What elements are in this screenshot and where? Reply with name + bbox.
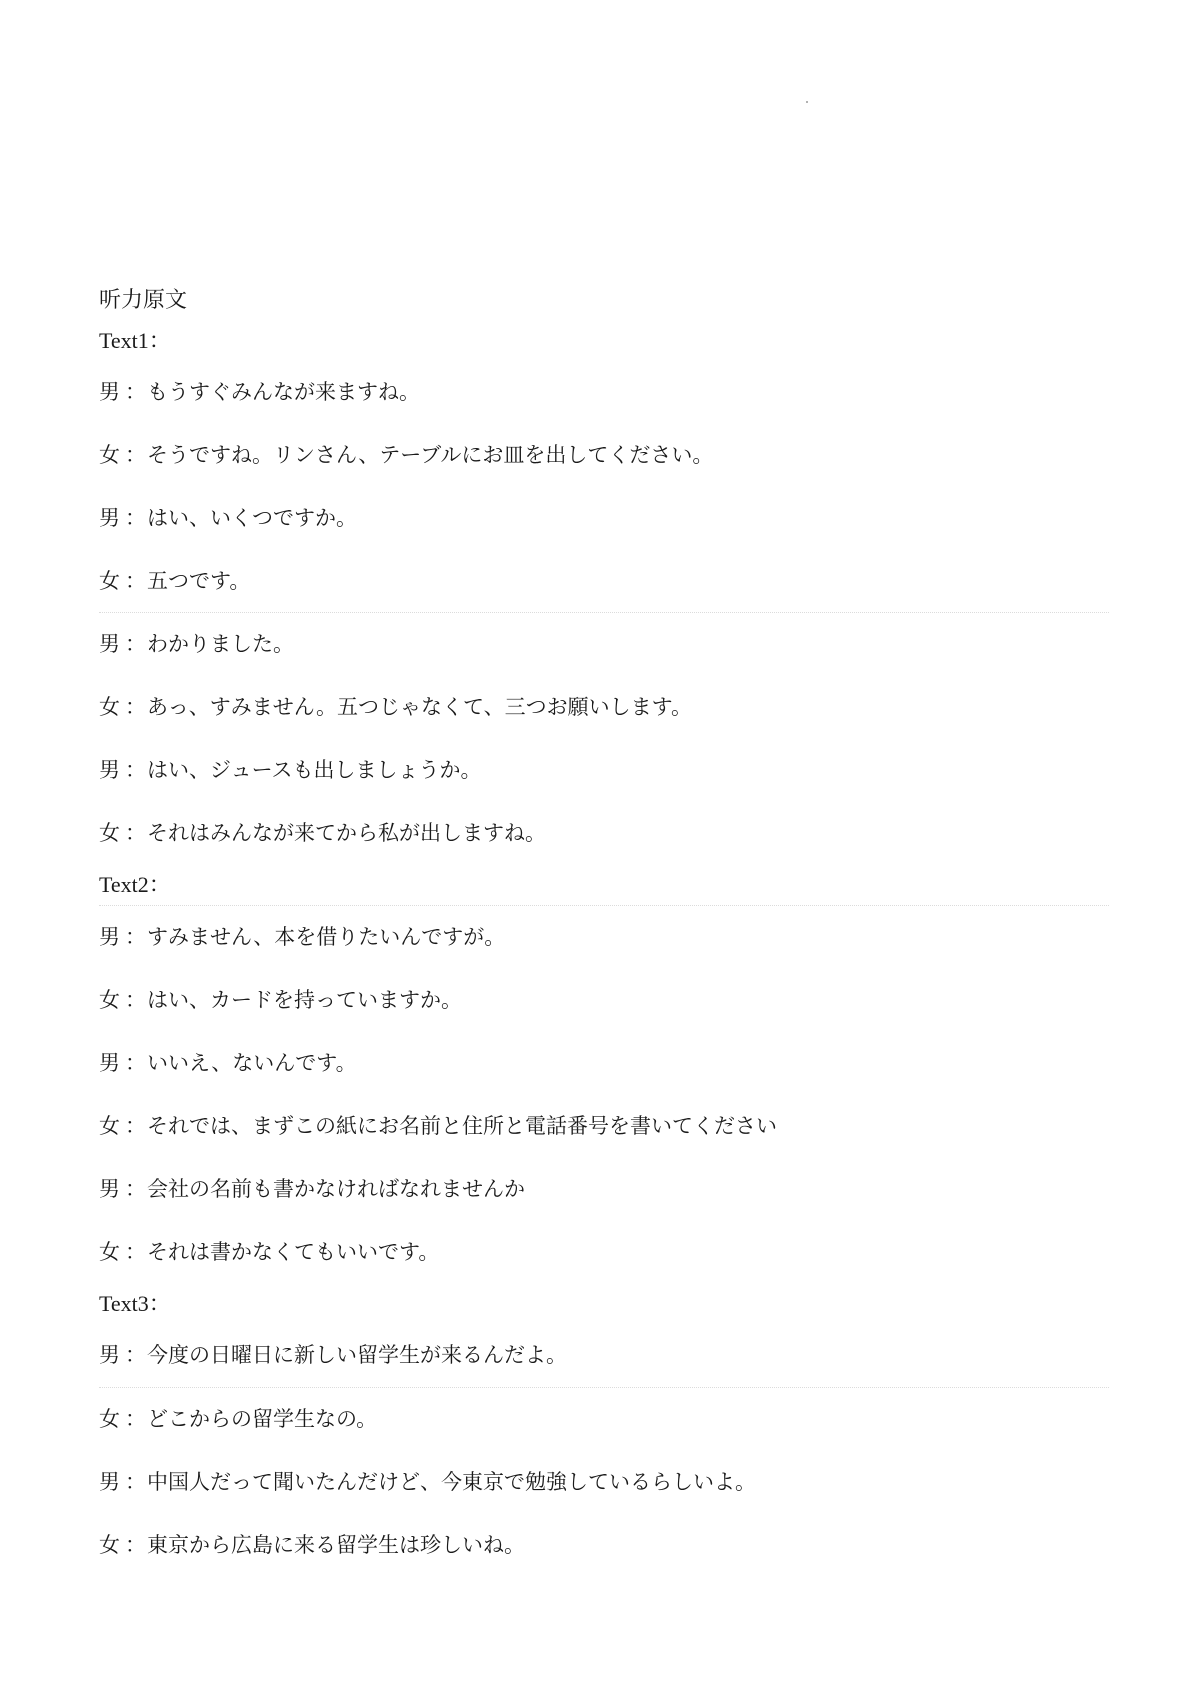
separator: ： <box>125 569 146 593</box>
speaker: 男 <box>99 380 120 404</box>
scan-speck <box>806 101 808 103</box>
dialogue-line <box>99 361 1109 424</box>
separator: ： <box>125 632 146 656</box>
utterance: それは書かなくてもいいです。 <box>147 1240 440 1264</box>
utterance: 今度の日曜日に新しい留学生が来るんだよ。 <box>147 1343 567 1367</box>
section-label-text2: Text2： <box>99 872 171 897</box>
separator: ： <box>125 1343 146 1367</box>
dialogue-line <box>99 424 1109 487</box>
dialogue-line <box>99 1095 1109 1158</box>
utterance: もうすぐみんなが来ますね。 <box>147 380 420 404</box>
utterance: はい、ジュースも出しましょうか。 <box>147 758 482 782</box>
separator: ： <box>125 380 146 404</box>
dialogue-line <box>99 1221 1109 1284</box>
separator: ： <box>125 988 146 1012</box>
speaker: 男 <box>99 506 120 530</box>
utterance: 会社の名前も書かなければなれませんか <box>147 1177 525 1201</box>
speaker: 男 <box>99 1343 120 1367</box>
speaker: 女 <box>99 988 120 1012</box>
dialogue-line <box>99 1451 1109 1514</box>
dialogue-line <box>99 1158 1109 1221</box>
speaker: 女 <box>99 443 120 467</box>
utterance: 中国人だって聞いたんだけど、今東京で勉強しているらしいよ。 <box>147 1470 756 1494</box>
speaker: 女 <box>99 695 120 719</box>
utterance: それはみんなが来てから私が出しますね。 <box>147 821 546 845</box>
utterance: そうですね。リンさん、テーブルにお皿を出してください。 <box>147 443 714 467</box>
separator: ： <box>125 506 146 530</box>
utterance: それでは、まずこの紙にお名前と住所と電話番号を書いてください <box>147 1114 777 1138</box>
separator: ： <box>125 1240 146 1264</box>
speaker: 女 <box>99 1407 120 1431</box>
speaker: 女 <box>99 821 120 845</box>
separator: ： <box>125 758 146 782</box>
separator: ： <box>125 1114 146 1138</box>
separator: ： <box>125 1533 146 1557</box>
separator: ： <box>125 1407 146 1431</box>
utterance: はい、いくつですか。 <box>147 506 357 530</box>
dialogue-line <box>99 550 1109 613</box>
speaker: 男 <box>99 758 120 782</box>
section-label-text1: Text1： <box>99 328 171 353</box>
transcript <box>99 281 1109 1577</box>
page-heading: 听力原文 <box>99 288 188 313</box>
dialogue-line <box>99 739 1109 802</box>
speaker: 男 <box>99 632 120 656</box>
utterance: あっ、すみません。五つじゃなくて、三つお願いします。 <box>147 695 692 719</box>
dialogue-line <box>99 613 1109 676</box>
utterance: すみません、本を借りたいんですが。 <box>147 925 506 949</box>
separator: ： <box>125 443 146 467</box>
speaker: 男 <box>99 1470 120 1494</box>
speaker: 女 <box>99 1240 120 1264</box>
dialogue-line <box>99 906 1109 969</box>
dialogue-line <box>99 1388 1109 1451</box>
speaker: 女 <box>99 1533 120 1557</box>
separator: ： <box>125 821 146 845</box>
section-label-text3: Text3： <box>99 1291 171 1316</box>
dialogue-line <box>99 1032 1109 1095</box>
dialogue-line <box>99 1324 1109 1387</box>
dialogue-line <box>99 487 1109 550</box>
speaker: 女 <box>99 569 120 593</box>
separator: ： <box>125 1051 146 1075</box>
dialogue-line <box>99 802 1109 865</box>
separator: ： <box>125 1177 146 1201</box>
utterance: 東京から広島に来る留学生は珍しいね。 <box>147 1533 525 1557</box>
utterance: いいえ、ないんです。 <box>147 1051 357 1075</box>
separator: ： <box>125 1470 146 1494</box>
speaker: 男 <box>99 925 120 949</box>
utterance: わかりました。 <box>147 632 294 656</box>
speaker: 女 <box>99 1114 120 1138</box>
speaker: 男 <box>99 1051 120 1075</box>
speaker: 男 <box>99 1177 120 1201</box>
separator: ： <box>125 925 146 949</box>
dialogue-line <box>99 969 1109 1032</box>
utterance: 五つです。 <box>147 569 251 593</box>
utterance: どこからの留学生なの。 <box>147 1407 378 1431</box>
dialogue-line <box>99 1514 1109 1577</box>
dialogue-line <box>99 676 1109 739</box>
utterance: はい、カードを持っていますか。 <box>147 988 462 1012</box>
separator: ： <box>125 695 146 719</box>
